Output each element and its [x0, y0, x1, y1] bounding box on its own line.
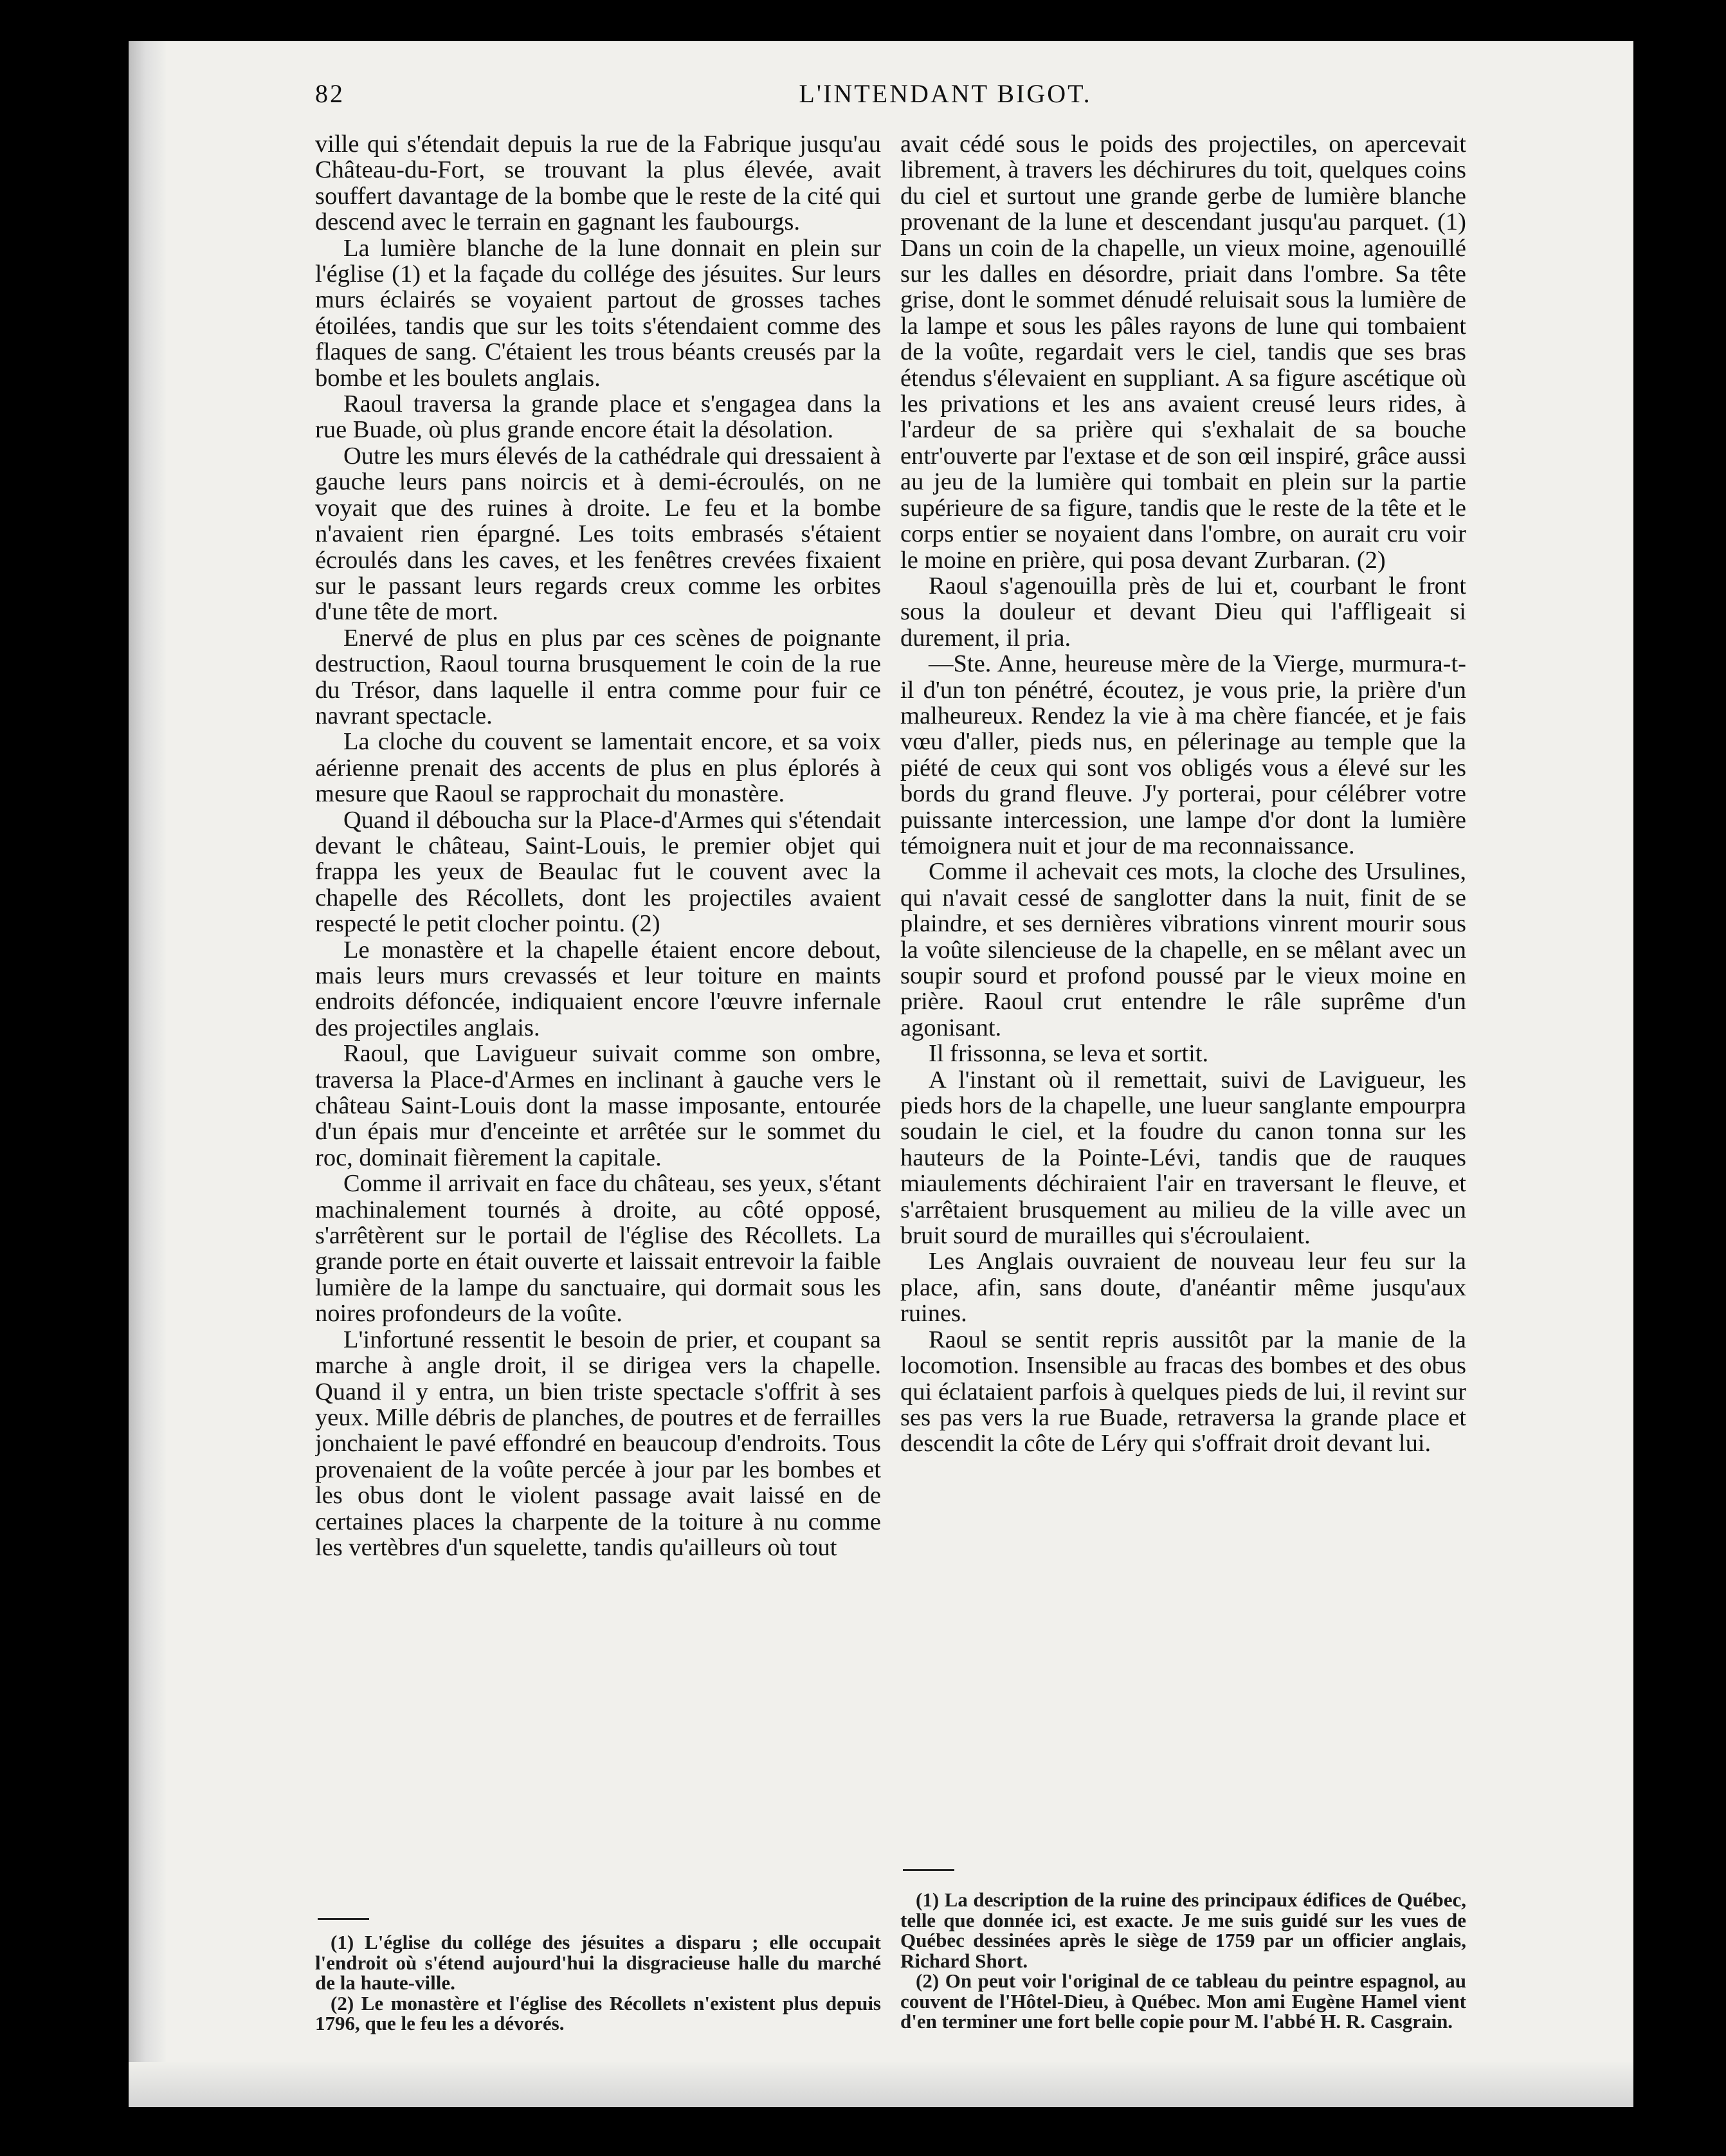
paragraph: Comme il arrivait en face du château, ses yeux, s'étant machinalement tournés à droite, au côté opposé, s'arrêtèrent sur le portail de l'église des Récollets. La grande porte en était ouverte et laissait entrevoir la faible lumière de la lampe du sanctuaire, qui dormait sous les noires profondeurs de la voûte. — [315, 1170, 881, 1328]
paragraph: Raoul s'agenouilla près de lui et, courbant le front sous la douleur et devant Dieu qui l'affligeait si durement, il pria. — [900, 572, 1466, 652]
left-column-text — [315, 131, 881, 1881]
right-column-text — [900, 131, 1466, 1765]
paragraph: Outre les murs élevés de la cathédrale qui dressaient à gauche leurs pans noircis et à demi-écroulés, on ne voyait que des ruines à droite. Le feu et la bombe n'avaient rien épargné. Les toits embrasés s'étaient écroulés dans les caves, et les fenêtres crevées fixaient sur le passant leurs regards creux comme les orbites d'une tête de mort. — [315, 442, 881, 626]
footnote: (1) La description de la ruine des principaux édifices de Québec, telle que donnée ici, est exacte. Je me suis guidé sur les vues de Québec dessinées après le siège de 1759 par un officier anglais, Richard Short. — [900, 1888, 1466, 1972]
paragraph: Comme il achevait ces mots, la cloche des Ursulines, qui n'avait cessé de sanglotter dans la nuit, finit de se plaindre, et ses dernières vibrations vinrent mourir sous la voûte silencieuse de la chapelle, en se mêlant avec un soupir sourd et profond poussé par le vieux moine en prière. Raoul crut entendre le râle suprême d'un agonisant. — [900, 858, 1466, 1041]
paragraph: L'infortuné ressentit le besoin de prier, et coupant sa marche à angle droit, il se dirigea vers la chapelle. Quand il y entra, un bien triste spectacle s'offrit à ses yeux. Mille débris de planches, de poutres et de ferrailles jonchaient le pavé effondré en beaucoup d'endroits. Tous provenaient de la voûte percée à jour par les bombes et les obus dont le violent passage avait laissé en de certaines places la charpente de la toiture à nu comme les vertèbres d'un squelette, tandis qu'ailleurs où tout — [315, 1326, 881, 1561]
left-column — [315, 131, 881, 2061]
page-bottom-shadow — [129, 2062, 1633, 2107]
paragraph: A l'instant où il remettait, suivi de Lavigueur, les pieds hors de la chapelle, une lueur sanglante empourpra soudain le ciel, et la foudre du canon tonna sur les hauteurs de la Pointe-Lévi, tandis que de rauques miaulements déchiraient l'air en traversant le fleuve, et s'arrêtaient brusquement au milieu de la ville avec un bruit sourd de murailles qui s'écroulaient. — [900, 1066, 1466, 1250]
paragraph: Quand il déboucha sur la Place-d'Armes qui s'étendait devant le château, Saint-Louis, le premier objet qui frappa les yeux de Beaulac fut le couvent avec la chapelle des Récollets, dont les projectiles avaient respecté le petit clocher pointu. (2) — [315, 806, 881, 938]
paragraph: La lumière blanche de la lune donnait en plein sur l'église (1) et la façade du collége des jésuites. Sur leurs murs éclairés se voyaient partout de grosses taches étoilées, tandis que sur les toits s'étendaient comme des flaques de sang. C'étaient les trous béants creusés par la bombe et les boulets anglais. — [315, 234, 881, 392]
running-title: L'INTENDANT BIGOT. — [799, 79, 1092, 108]
paragraph: La cloche du couvent se lamentait encore, et sa voix aérienne prenait des accents de plus en plus éplorés à mesure que Raoul se rapprochait du monastère. — [315, 728, 881, 808]
page-edge-shadow — [129, 41, 166, 2107]
paragraph: Raoul se sentit repris aussitôt par la manie de la locomotion. Insensible au fracas des bombes et des obus qui éclataient parfois à quelques pieds de lui, il revint sur ses pas vers la rue Buade, retraversa la grande place et descendit la côte de Léry qui s'offrait droit devant lui. — [900, 1326, 1466, 1457]
book-page — [129, 41, 1633, 2107]
paragraph: avait cédé sous le poids des projectiles, on apercevait librement, à travers les déchirures du toit, quelques coins du ciel et surtout une grande gerbe de lumière blanche provenant de la lune et descendant jusqu'au parquet. (1) Dans un coin de la chapelle, un vieux moine, agenouillé sur les dalles en désordre, priait dans l'ombre. Sa tête grise, dont le sommet dénudé reluisait sous la lumière de la lampe et sous les pâles rayons de lune qui tombaient de la voûte, regardait vers le ciel, tandis que ses bras étendus s'élevaient en suppliant. A sa figure ascétique où les privations et les ans avaient creusé leurs rides, à l'ardeur de sa prière qui s'exhalait de sa bouche entr'ouverte par l'extase et de son œil inspiré, grâce aussi au jeu de la lumière qui tombait en plein sur la partie supérieure de sa figure, tandis que le reste de la tête et le corps entier se noyaient dans l'ombre, on aurait cru voir le moine en prière, qui posa devant Zurbaran. (2) — [900, 131, 1466, 574]
footnote-rule — [318, 1918, 369, 1920]
paragraph: —Ste. Anne, heureuse mère de la Vierge, murmura-t-il d'un ton pénétré, écoutez, je vous prie, la prière d'un malheureux. Rendez la vie à ma chère fiancée, et je fais vœu d'aller, pieds nus, en pélerinage au temple que la piété de ceux qui sont vos obligés vous a élevé sur les bords du grand fleuve. J'y porterai, pour célébrer votre puissante intercession, une lampe d'or dont la lumière témoignera nuit et jour de ma reconnaissance. — [900, 650, 1466, 859]
page-number: 82 — [315, 79, 345, 108]
paragraph: Raoul traversa la grande place et s'engagea dans la rue Buade, où plus grande encore était la désolation. — [315, 390, 881, 444]
paragraph: ville qui s'étendait depuis la rue de la Fabrique jusqu'au Château-du-Fort, se trouvant la plus élevée, avait souffert davantage de la bombe que le reste de la cité qui descend avec le terrain en gagnant les faubourgs. — [315, 131, 881, 236]
paragraph: Il frissonna, se leva et sortit. — [929, 1040, 1209, 1068]
left-footnotes — [315, 1932, 881, 2034]
right-column — [900, 131, 1466, 2061]
page-header — [315, 78, 1576, 117]
paragraph: Le monastère et la chapelle étaient encore debout, mais leurs murs crevassés et leur toiture en maints endroits défoncée, indiquaient encore l'œuvre infernale des projectiles anglais. — [315, 936, 881, 1041]
right-footnotes — [900, 1890, 1466, 2032]
footnote: (1) L'église du collége des jésuites a disparu ; elle occupait l'endroit où s'étend aujourd'hui la disgracieuse halle du marché de la haute-ville. — [315, 1931, 881, 1994]
paragraph: Les Anglais ouvraient de nouveau leur feu sur la place, afin, sans doute, d'anéantir même jusqu'aux ruines. — [900, 1248, 1466, 1328]
footnote-rule — [903, 1869, 954, 1871]
paragraph: Enervé de plus en plus par ces scènes de poignante destruction, Raoul tourna brusquement le coin de la rue du Trésor, dans laquelle il entra comme pour fuir ce navrant spectacle. — [315, 624, 881, 729]
paragraph: Raoul, que Lavigueur suivait comme son ombre, traversa la Place-d'Armes en inclinant à gauche vers le château Saint-Louis dont la masse imposante, entourée d'un épais mur d'enceinte et arrêtée sur le sommet du roc, dominait fièrement la capitale. — [315, 1040, 881, 1171]
footnote: (2) On peut voir l'original de ce tableau du peintre espagnol, au couvent de l'Hôtel-Dieu, à Québec. Mon ami Eugène Hamel vient d'en terminer une fort belle copie pour M. l'abbé H. R. Casgrain. — [900, 1969, 1466, 2033]
footnote: (2) Le monastère et l'église des Récollets n'existent plus depuis 1796, que le feu les a dévorés. — [315, 1991, 881, 2034]
